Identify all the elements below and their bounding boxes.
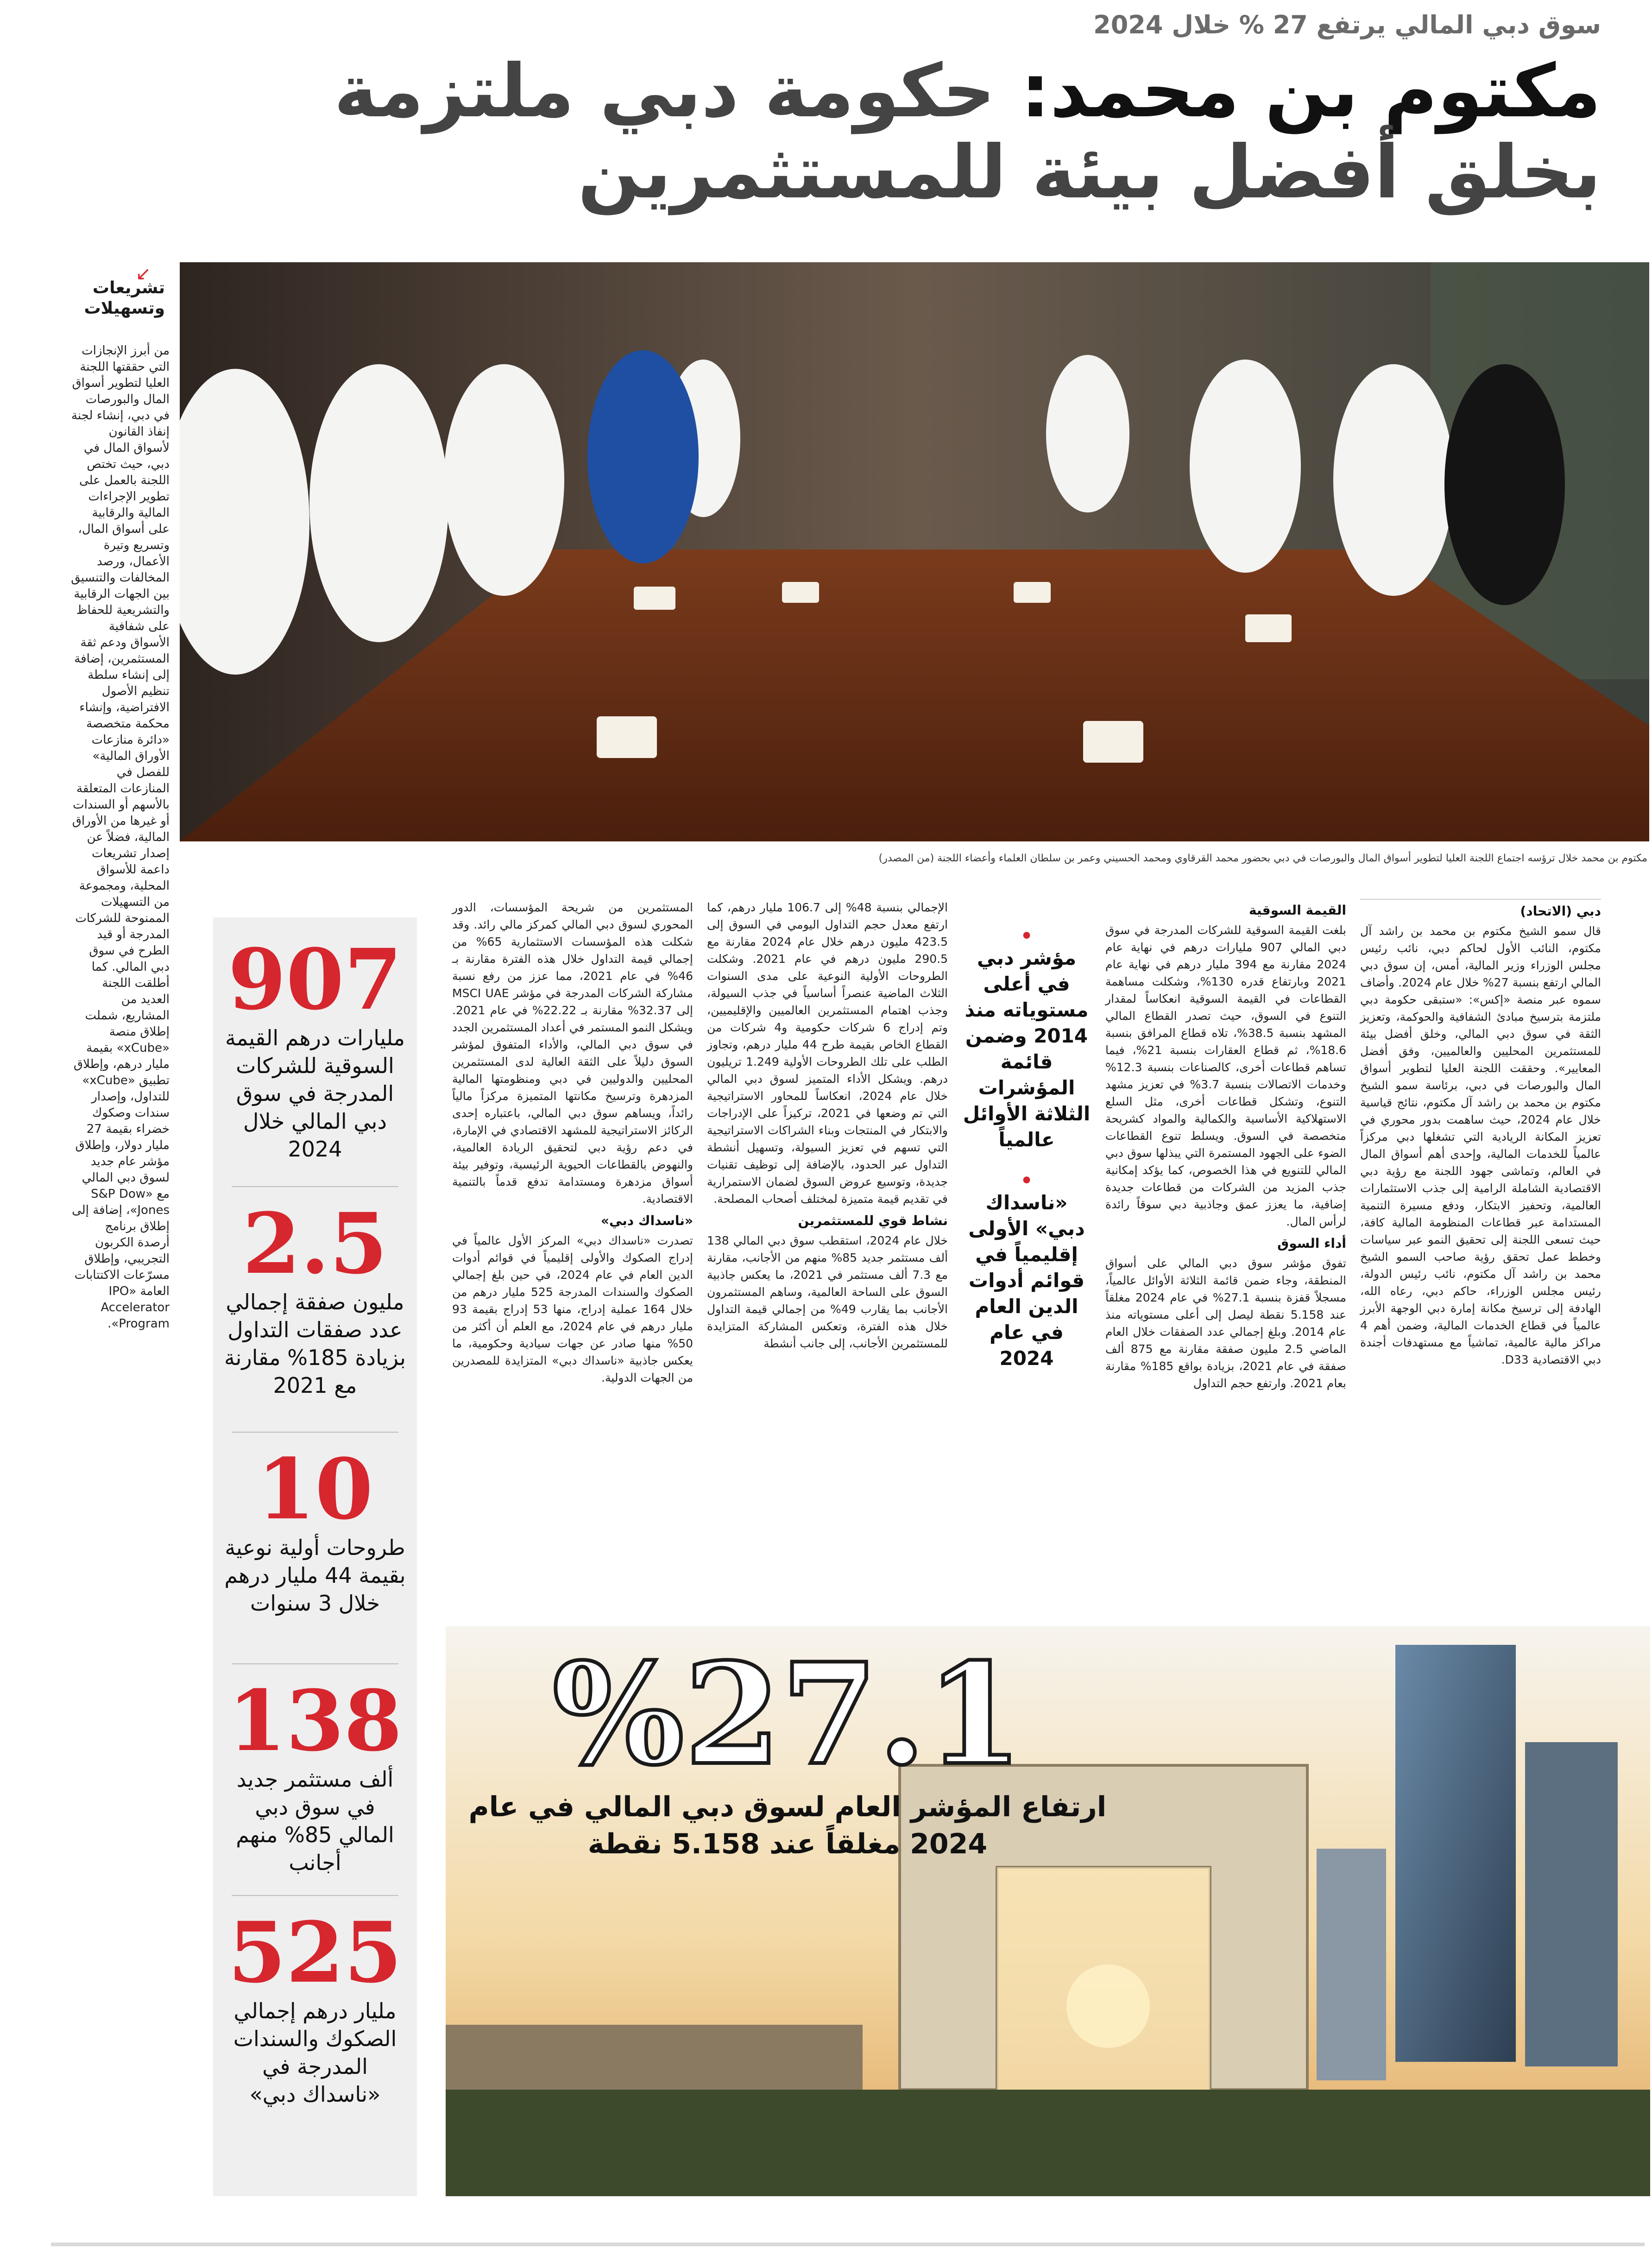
divider xyxy=(232,1432,398,1433)
stat-description: طروحات أولية نوعية بقيمة 44 مليار درهم خلال 3 سنوات xyxy=(224,1535,406,1616)
divider xyxy=(232,1186,398,1187)
sidebar-title: تشريعات وتسهيلات xyxy=(84,278,165,318)
arrow-icon: ↙ xyxy=(135,263,151,284)
article-column-3 xyxy=(707,899,948,1357)
headline xyxy=(211,51,1601,213)
footer-rule xyxy=(51,2243,1645,2246)
article-column-2 xyxy=(1105,899,1346,1396)
kicker: سوق دبي المالي يرتفع 27 % خلال 2024 xyxy=(1093,10,1601,39)
stat-number: 10 xyxy=(257,1441,373,1538)
article-text: تصدرت «ناسداك دبي» المركز الأول عالمياً في إدراج الصكوك والأولى إقليمياً في قوائم أدوات الدين العام في عام 2024، في حين بلغ إجمالي الصكوك والسندات المدرجة 525 مليار درهم من خلال 164 عملية إدراج، منها 53 إدراج بقيمة 93 مليار درهم في عام 2024، مع العلم أن أكثر من 50% منها صادر عن جهات سيادية وحكومية، ما يعكس جاذبية «ناسداك دبي» المتزايدة للمصدرين من الجهات الدولية. xyxy=(452,1234,693,1384)
stats-panel xyxy=(213,917,417,2196)
article-column-1 xyxy=(1360,899,1601,1373)
byline: دبي (الاتحاد) xyxy=(1520,904,1601,919)
headline-speaker: مكتوم بن محمد: xyxy=(1021,49,1601,134)
stat-block xyxy=(213,1904,417,2108)
section-heading: «ناسداك دبي» xyxy=(600,1213,693,1228)
percentage-description: ارتفاع المؤشر العام لسوق دبي المالي في عام 2024 مغلقاً عند 5.158 نقطة xyxy=(468,1791,1107,1860)
stat-block xyxy=(213,1195,417,1399)
section-heading: أداء السوق xyxy=(1277,1236,1346,1251)
stat-number: 2.5 xyxy=(242,1195,388,1293)
stat-number: 907 xyxy=(228,931,402,1029)
article-column-4 xyxy=(452,899,693,1391)
pull-quotes xyxy=(962,924,1091,1371)
article-text: المستثمرين من شريحة المؤسسات، الدور المحوري لسوق دبي المالي كمركز مالي رائد. وقد شكلت هذه المؤسسات الاستثمارية 65% من إجمالي قيمة التداول خلال هذه الفترة مقارنة بـ 46% في عام 2021، مما عزز من رفع نسبة مشاركة الشركات المدرجة في مؤشر MSCI UAE إلى 32.37% مقارنة بـ 22.22% في عام 2021. ويشكل النمو المستمر في أعداد المستثمرين الجدد في سوق دبي المالي، والأداء المتفوق لمؤشر السوق دليلاً على الثقة العالية لدى المستثمرين المحليين والدوليين في دبي ومنظومتها المالية المزدهرة وترسيخ مكانتها المتميزة مركزاً مالياً رائداً، ويساهم سوق دبي المالي، باعتباره إحدى الركائز الاستراتيجية للمشهد الاقتصادي في الإمارة، في دعم رؤية دبي لتحقيق الريادة العالمية، والنهوض بالقطاعات الحيوية الرئيسية، وتوفير بيئة أسواق مزدهرة ومستدامة تدفع قدماً بالتنمية الاقتصادية. xyxy=(452,901,693,1206)
bullet-icon: • xyxy=(1020,1169,1033,1192)
article-text: الإجمالي بنسبة 48% إلى 106.7 مليار درهم، كما ارتفع معدل حجم التداول اليومي في السوق إلى 423.5 مليون درهم خلال عام 2024 مقارنة مع 290.5 مليون درهم في عام 2021. وشكلت الطروحات الأولية النوعية على مدى السنوات الثلاث الماضية عنصراً أساسياً في جذب السيولة، وجذب اهتمام المستثمرين العالميين والإقليميين، وتم إدراج 6 شركات حكومية و4 شركات من القطاع الخاص بقيمة طرح 44 مليار درهم، وتجاوز الطلب على تلك الطروحات الأولية 1.249 تريليون درهم. ويشكل الأداء المتميز لسوق دبي المالي خلال عام 2024، انعكاساً للمحاور الاستراتيجية التي تم وضعها في 2021، تركيزاً على الإدراجات والابتكار في المنتجات وبناء الشراكات الاستراتيجية التي تسهم في تعزيز السيولة، وتسهيل أنشطة التداول عبر الحدود، بالإضافة إلى توظيف تقنيات جديدة، وتوسيع عروض السوق لضمان الاستمرارية في تقديم قيمة متميزة لمختلف أصحاب المصلحة. xyxy=(707,901,948,1206)
big-percentage: %27.1 xyxy=(552,1632,1023,1796)
stat-block xyxy=(213,1441,417,1617)
meeting-photo xyxy=(180,262,1649,841)
photo-caption: مكتوم بن محمد خلال ترؤسه اجتماع اللجنة العليا لتطوير أسواق المال والبورصات في دبي بحضور محمد القرقاوي ومحمد الحسيني وعمر بن سلطان العلماء وأعضاء اللجنة (من المصدر) xyxy=(878,853,1647,864)
section-heading: نشاط قوي للمستثمرين xyxy=(798,1213,948,1228)
stat-block xyxy=(213,931,417,1163)
bullet-icon: • xyxy=(1020,924,1033,947)
divider xyxy=(1360,899,1601,900)
article-text: بلغت القيمة السوقية للشركات المدرجة في سوق دبي المالي 907 مليارات درهم في نهاية عام 2024 مقارنة مع 394 مليار درهم في نهاية عام 2021 وبارتفاع قدره 130%، وشكلت مساهمة القطاعات في القيمة السوقية انعكاساً لمقدار التنوع في السوق، حيث تصدر القطاع المالي المشهد بنسبة 38.5%، تلاه قطاع المرافق بنسبة 18.6%، ثم قطاع العقارات بنسبة 21%، فيما تساهم قطاعات أخرى، كالصناعات بنسبة 12.3% وخدمات الاتصالات بنسبة 3.7% في تعزيز مشهد التنوع، وتشكل قطاعات أخرى، مثل السلع الاستهلاكية الأساسية والكمالية والمواد كشريحة متخصصة في السوق. ويسلط تنوع القطاعات الضوء على الجهود المستمرة التي يبذلها سوق دبي المالي للتنويع في هذا الخصوص، كما يؤكد إمكانية جذب المزيد من الشركات من قطاعات جديدة إضافية، ما يعزز عمق وجاذبية دبي سوقاً رائدة لرأس المال. xyxy=(1105,923,1347,1228)
pull-quote: مؤشر دبي في أعلى مستوياته منذ 2014 وضمن قائمة المؤشرات الثلاثة الأوائل عالمياً xyxy=(963,947,1091,1151)
stat-description: مليون صفقة إجمالي عدد صفقات التداول بزيادة 185% مقارنة مع 2021 xyxy=(224,1289,406,1398)
stat-number: 138 xyxy=(228,1672,402,1770)
stat-block xyxy=(213,1672,417,1877)
stat-description: مليار درهم إجمالي الصكوك والسندات المدرجة في «ناسداك دبي» xyxy=(233,1998,397,2107)
stat-number: 525 xyxy=(228,1904,402,2002)
stat-description: مليارات درهم القيمة السوقية للشركات المدرجة في سوق دبي المالي خلال 2024 xyxy=(225,1025,405,1162)
stat-description: ألف مستثمر جديد في سوق دبي المالي 85% منهم أجانب xyxy=(236,1767,394,1875)
article-text: خلال عام 2024، استقطب سوق دبي المالي 138 ألف مستثمر جديد 85% منهم من الأجانب، مقارنة مع 7.3 ألف مستثمر في 2021، ما يعكس جاذبية السوق على الساحة العالمية، وساهم المستثمرون الأجانب بما يقارب 49% من إجمالي قيمة التداول خلال هذه الفترة، وتعكس المشاركة المتزايدة للمستثمرين الأجانب، إلى جانب أنشطة xyxy=(707,1234,948,1350)
article-text: تفوق مؤشر سوق دبي المالي على أسواق المنطقة، وجاء ضمن قائمة الثلاثة الأوائل عالمياً، مسجلاً قفزة بنسبة 27.1% في عام 2024 مغلقاً عند 5.158 نقطة ليصل إلى أعلى مستوياته منذ عام 2014. وبلغ إجمالي عدد الصفقات خلال العام الماضي 2.5 مليون صفقة مقارنة مع 875 ألف صفقة في عام 2021، بزيادة بواقع 185% مقارنة بعام 2021. وارتفع حجم التداول xyxy=(1105,1257,1347,1390)
divider xyxy=(232,1663,398,1664)
headline-text: حكومة دبي ملتزمة بخلق أفضل بيئة للمستثمرين xyxy=(334,49,1601,215)
sidebar-text: من أبرز الإنجازات التي حققتها اللجنة العليا لتطوير أسواق المال والبورصات في دبي، إنشاء لجنة إنفاذ القانون لأسواق المال في دبي، حيث تختص اللجنة بالعمل على تطوير الإجراءات المالية والرقابية على أسواق المال، وتسريع وتيرة الأعمال، ورصد المخالفات والتنسيق بين الجهات الرقابية والتشريعية للحفاظ على شفافية الأسواق ودعم ثقة المستثمرين، إضافة إلى إنشاء سلطة تنظيم الأصول الافتراضية، وإنشاء محكمة متخصصة «دائرة منازعات الأوراق المالية» للفصل في المنازعات المتعلقة بالأسهم أو السندات أو غيرها من الأوراق المالية، فضلاً عن إصدار تشريعات داعمة للأسواق المحلية، ومجموعة من التسهيلات الممنوحة للشركات المدرجة أو قيد الطرح في سوق دبي المالي. كما أطلقت اللجنة العديد من المشاريع، شملت إطلاق منصة «xCube» بقيمة مليار درهم، وإطلاق تطبيق «xCube» للتداول، وإصدار سندات وصكوك خضراء بقيمة 27 مليار دولار، وإطلاق مؤشر عام جديد لسوق دبي المالي مع «S&P Dow Jones»، إضافة إلى إطلاق برنامج أرصدة الكربون التجريبي، وإطلاق مسرّعات الاكتتابات العامة «IPO Accelerator Program». xyxy=(71,344,170,1331)
article-text: قال سمو الشيخ مكتوم بن محمد بن راشد آل مكتوم، النائب الأول لحاكم دبي، نائب رئيس مجلس الوزراء وزير المالية، أمس، إن سوق دبي المالي ارتفع بنسبة 27% خلال عام 2024. وأضاف سموه عبر منصة «إكس»: «ستبقى حكومة دبي ملتزمة بترسيخ مبادئ الشفافية والحوكمة، وتعزيز الثقة في سوق دبي المالي، وخلق أفضل بيئة للمستثمرين المحليين والعالميين، وفق أفضل المعايير». وحققت اللجنة العليا لتطوير أسواق المال والبورصات في دبي، برئاسة سمو الشيخ مكتوم بن محمد بن راشد آل مكتوم، نتائج قياسية خلال عام 2024، حيث ساهمت بدور محوري في تعزيز المكانة الريادية التي تشغلها دبي مركزاً عالمياً للخدمات المالية، وإحدى أهم أسواق المال في العالم، وتماشى جهود اللجنة مع رؤية دبي الاقتصادية الشاملة الرامية إلى جذب الاستثمارات العالمية، وتحفيز الابتكار، ودفع مسيرة التنمية المستدامة عبر قطاعات المنظومة المالية كافة، حيث تسعى اللجنة إلى تحقيق النمو عبر سياسات وخطط عمل تحقق رؤية صاحب السمو الشيخ محمد بن راشد آل مكتوم، نائب رئيس الدولة، رئيس مجلس الوزراء، حاكم دبي، رعاه الله، الهادفة إلى ترسيخ مكانة إمارة دبي الوجهة الأبرز عالمياً في قطاع الخدمات المالية، وضمن أهم 4 مراكز مالية عالمية، تماشياً مع مستهدفات أجندة دبي الاقتصادية D33. xyxy=(1360,924,1601,1366)
divider xyxy=(232,1895,398,1896)
section-heading: القيمة السوقية xyxy=(1248,903,1346,918)
pull-quote: «ناسداك دبي» الأولى إقليمياً في قوائم أدوات الدين العام في عام 2024 xyxy=(968,1191,1085,1370)
